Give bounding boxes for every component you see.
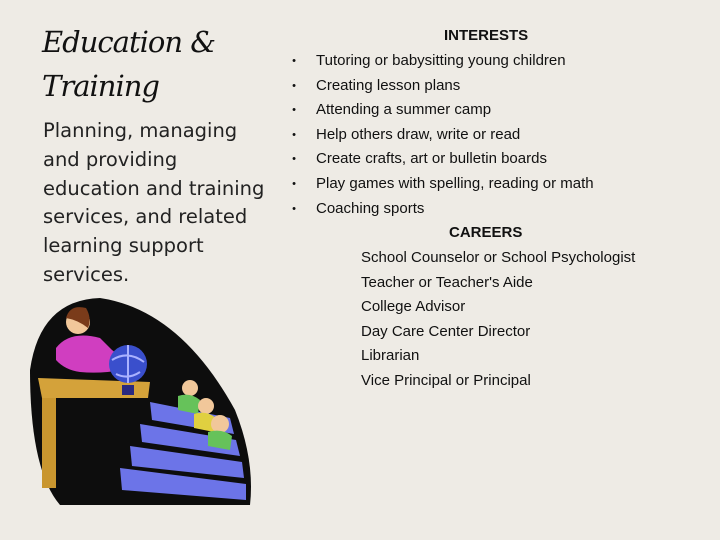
slide-description: Planning, managing and providing education and training services, and related learning support services. [43,119,265,286]
list-item: • Help others draw, write or read [288,123,594,148]
list-item: • Play games with spelling, reading or math [288,172,594,197]
interests-heading: INTERESTS [444,27,529,44]
list-item: School Counselor or School Psychologist [361,249,636,266]
bullet-icon: • [292,177,296,190]
teacher-globe-classroom-icon [30,290,255,510]
list-item: Vice Principal or Principal [361,371,531,389]
list-item: • Tutoring or babysitting young children [288,49,594,74]
careers-list [361,246,635,393]
title-line-2: Training [42,69,159,103]
title-line-1: Education & [42,25,216,59]
careers-heading: CAREERS [449,224,523,241]
list-item: Teacher or Teacher's Aide [361,273,533,291]
bullet-icon: • [292,104,296,117]
slide-title [42,20,272,108]
list-item: • Creating lesson plans [288,74,594,99]
list-item: • Create crafts, art or bulletin boards [288,147,594,172]
list-item: • Attending a summer camp [288,98,594,123]
bullet-icon: • [292,128,296,141]
bullet-icon: • [292,79,296,92]
bullet-icon: • [292,55,296,67]
list-item: College Advisor [361,298,466,315]
list-item: Librarian [361,347,420,364]
bullet-icon: • [292,153,296,166]
list-item: Day Care Center Director [361,322,531,340]
bullet-icon: • [292,202,296,215]
list-item: • Coaching sports [288,197,594,222]
interests-list [288,49,594,221]
